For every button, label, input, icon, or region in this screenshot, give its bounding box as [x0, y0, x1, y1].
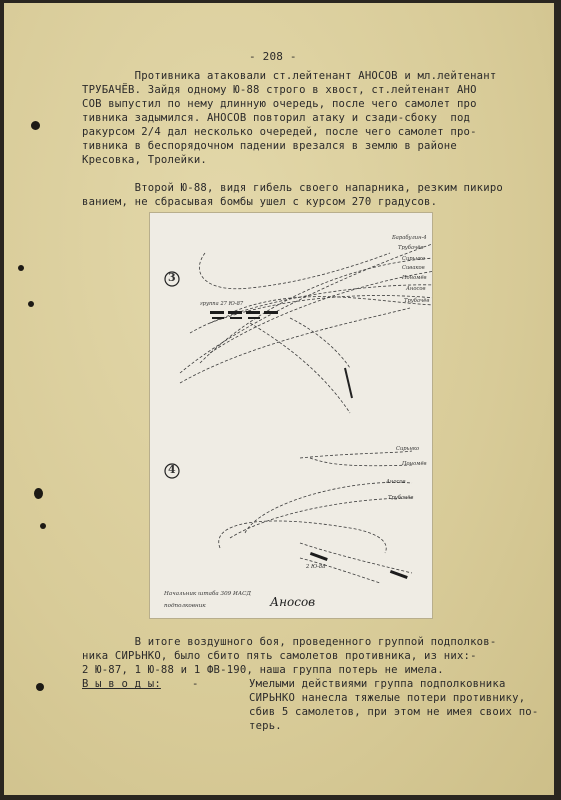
- caption-line: подполковник: [164, 603, 206, 609]
- binding-hole: [36, 683, 44, 691]
- text-line: Противника атаковали ст.лейтенант АНОСОВ и мл.лейтенант: [82, 70, 497, 82]
- binding-hole: [34, 488, 43, 499]
- pilot-label: Пономёв: [402, 275, 427, 281]
- pilot-label: Барабулин-4: [392, 235, 427, 241]
- battle-diagram-photo: [150, 213, 432, 618]
- binding-hole: [28, 301, 34, 307]
- text-line: ванием, не сбрасывая бомбы ушел с курсом 270 градусов.: [82, 196, 438, 208]
- caption-line: Начальник штаба 309 ИАСД: [164, 591, 251, 597]
- text-line: В итоге воздушного боя, проведенного группой подполков-: [82, 636, 497, 648]
- text-line: сбив 5 самолетов, при этом не имея своих по-: [249, 706, 539, 718]
- pilot-label: Трубачёв: [388, 495, 414, 501]
- pilot-label: Трубачёв: [398, 245, 424, 251]
- falling-plane-track: [345, 368, 352, 398]
- pilot-label: Аносов: [406, 286, 426, 292]
- text-line: ника СИРЬНКО, было сбито пять самолетов противника, из них:-: [82, 650, 477, 662]
- battle-diagram: [150, 213, 432, 618]
- page-edge: [555, 0, 561, 800]
- text-line: ТРУБАЧЁВ. Зайдя одному Ю-88 строго в хвост, ст.лейтенант АНО: [82, 84, 477, 96]
- text-line: Второй Ю-88, видя гибель своего напарника, резким пикиро: [82, 182, 503, 194]
- group-label: 2 Ю-88: [306, 564, 326, 570]
- pilot-label: Аносов: [386, 479, 406, 485]
- binding-hole: [40, 523, 46, 529]
- document-page: [4, 3, 554, 795]
- page-number: - 208 -: [249, 50, 297, 63]
- text-line: ракурсом 2/4 дал несколько очередей, после чего самолет про-: [82, 126, 477, 138]
- text-line: 2 Ю-87, 1 Ю-88 и 1 ФВ-190, наша группа потерь не имела.: [82, 664, 444, 676]
- pilot-label: Трубачёв: [404, 298, 430, 304]
- pilot-label: Сирьнко: [396, 446, 420, 452]
- text-line: СИРЬНКО нанесла тяжелые потери противнику,: [249, 692, 526, 704]
- group-label: группа 27 Ю-87: [200, 301, 244, 307]
- pilot-label: Пономёв: [402, 461, 427, 467]
- text-line: Кресовка, Тролейки.: [82, 154, 207, 166]
- pilot-label: Сиваков: [402, 265, 425, 271]
- binding-hole: [18, 265, 24, 271]
- conclusion-dash: -: [192, 678, 199, 690]
- scheme-3-number: 3: [168, 271, 176, 284]
- scheme-4-number: 4: [168, 463, 176, 476]
- text-line: тивника задымился. АНОСОВ повторил атаку и сзади-сбоку под: [82, 112, 471, 124]
- text-line: терь.: [249, 720, 282, 732]
- pilot-label: Сирьнко: [402, 256, 426, 262]
- signature: Аносов: [270, 595, 316, 609]
- conclusion-heading: В ы в о д ы:: [82, 678, 161, 690]
- binding-hole: [31, 121, 40, 130]
- bomber-group-icon: [210, 311, 408, 579]
- text-line: Умелыми действиями группа подполковника: [249, 678, 506, 690]
- text-line: СОВ выпустил по нему длинную очередь, после чего самолет про: [82, 98, 477, 110]
- text-line: тивника в беспорядочном падении врезался в землю в районе: [82, 140, 457, 152]
